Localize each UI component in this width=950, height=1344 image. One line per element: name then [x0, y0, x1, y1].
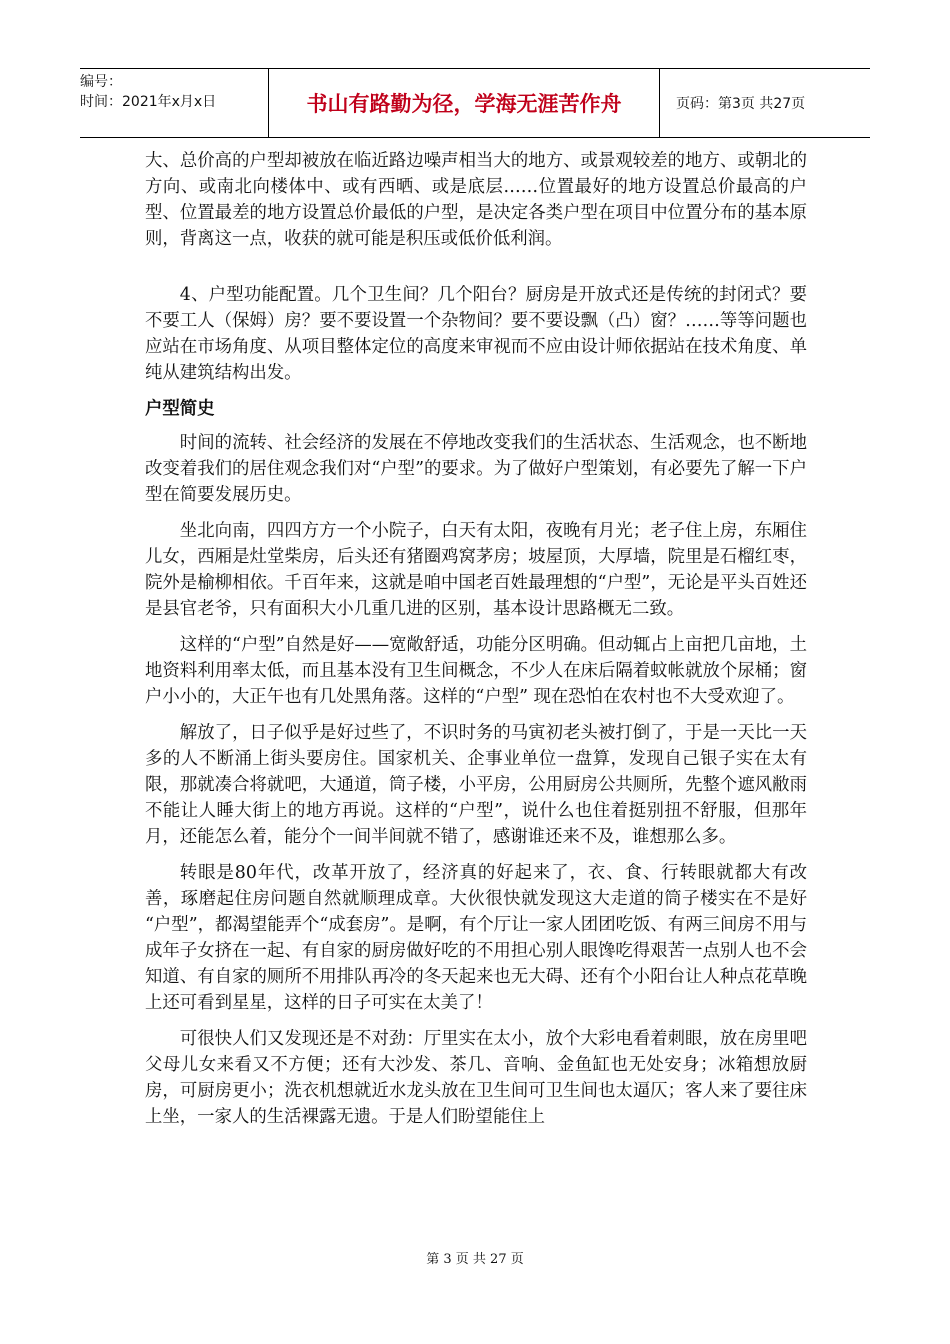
page-footer: 第 3 页 共 27 页 [426, 1252, 524, 1267]
header-meta [80, 69, 269, 137]
paragraph-courtyard: 坐北向南，四四方方一个小院子，白天有太阳，夜晚有月光；老子住上房，东厢住儿女，西厢是灶堂柴房，后头还有猪圈鸡窝茅房；坡屋顶，大厚墙，院里是石榴红枣，院外是榆柳相依。千百年来，这就是咱中国老百姓最理想的“户型”，无论是平头百姓还是县官老爷，只有面积大小几重几进的区别，基本设计思路概无二致。 [145, 521, 807, 619]
paragraph-continued: 大、总价高的户型却被放在临近路边噪声相当大的地方、或景观较差的地方、或朝北的方向、或南北向楼体中、或有西晒、或是底层……位置最好的地方设置总价最高的户型、位置最差的地方设置总价最低的户型，是决定各类户型在项目中位置分布的基本原则，背离这一点，收获的就可能是积压或低价低利润。 [145, 151, 807, 249]
paragraph-intro: 时间的流转、社会经济的发展在不停地改变我们的生活状态、生活观念，也不断地改变着我们的居住观念我们对“户型”的要求。为了做好户型策划，有必要先了解一下户型在简要发展历史。 [145, 433, 807, 505]
paragraph-courtyard-drawbacks: 这样的“户型”自然是好——宽敞舒适，功能分区明确。但动辄占上亩把几亩地，土地资料利用率太低，而且基本没有卫生间概念，不少人在床后隔着蚊帐就放个尿桶；窗户小小的，大正午也有几处黑角落。这样的“户型” 现在恐怕在农村也不大受欢迎了。 [145, 635, 807, 707]
document-number-label: 编号： [80, 74, 122, 90]
header-page-info: 页码：第3页 共27页 [676, 96, 806, 112]
page-header [80, 68, 870, 138]
paragraph-unit-functions: 4、户型功能配置。几个卫生间？几个阳台？厨房是开放式还是传统的封闭式？要不要工人（保姆）房？要不要设置一个杂物间？要不要设飘（凸）窗？……等等问题也应站在市场角度、从项目整体定位的高度来审视而不应由设计师依据站在技术角度、单纯从建筑结构出发。 [145, 285, 807, 383]
header-motto: 书山有路勤为径，学海无涯苦作舟 [269, 69, 660, 137]
section-heading: 户型简史 [145, 399, 215, 419]
document-date: 时间：2021年x月x日 [80, 94, 217, 110]
paragraph-liberation: 解放了，日子似乎是好过些了，不识时务的马寅初老头被打倒了，于是一天比一天多的人不断涌上街头要房住。国家机关、企事业单位一盘算，发现自己银子实在太有限，那就凑合将就吧，大通道，筒子楼，小平房，公用厨房公共厕所，先整个遮风敝雨不能让人睡大街上的地方再说。这样的“户型”，说什么也住着挺别扭不舒服，但那年月，还能怎么着，能分个一间半间就不错了，感谢谁还来不及，谁想那么多。 [145, 723, 807, 847]
document-body [145, 148, 807, 1130]
paragraph-small-living-room: 可很快人们又发现还是不对劲：厅里实在太小，放个大彩电看着刺眼，放在房里吧父母儿女来看又不方便；还有大沙发、茶几、音响、金鱼缸也无处安身；冰箱想放厨房，可厨房更小；洗衣机想就近水龙头放在卫生间可卫生间也太逼仄；客人来了要往床上坐，一家人的生活裸露无遗。于是人们盼望能住上 [145, 1029, 807, 1127]
paragraph-eighties: 转眼是80年代，改革开放了，经济真的好起来了，衣、食、行转眼就都大有改善，琢磨起住房问题自然就顺理成章。大伙很快就发现这大走道的筒子楼实在不是好 “户型”，都渴望能弄个“成套房”。是啊，有个厅让一家人团团吃饭、有两三间房不用与成年子女挤在一起、有自家的厨房做好吃的不用担心别人眼馋吃得艰苦一点别人也不会知道、有自家的厕所不用排队再冷的冬天起来也无大碍、还有个小阳台让人种点花草晚上还可看到星星，这样的日子可实在太美了！ [145, 863, 807, 1013]
